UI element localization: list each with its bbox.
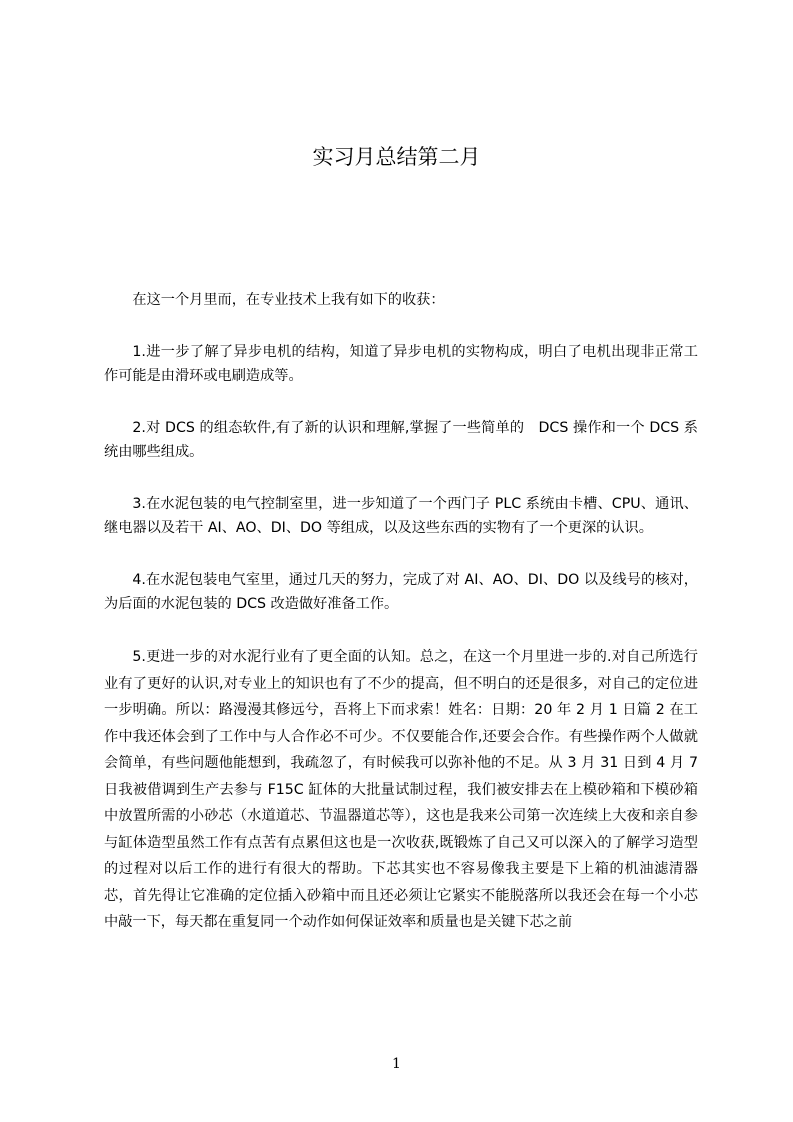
- paragraph-item-5: 5.更进一步的对水泥行业有了更全面的认知。总之，在这一个月里进一步的.对自己所选行业有了更好的认识,对专业上的知识也有了不少的提高，但不明白的还是很多，对自己的定位进一步明确。所以：路漫漫其修远兮，吾将上下而求索！姓名：日期：20 年 2 月 1 日篇 2 在工作中我还体会到了工作中与人合作必不可少。不仅要能合作,还要会合作。有些操作两个人做就会简单，有些问题他能想到，我疏忽了，有时候我可以弥补他的不足。从 3 月 31 日到 4 月 7 日我被借调到生产去参与 F15C 缸体的大批量试制过程，我们被安排去在上模砂箱和下模砂箱中放置所需的小砂芯（水道道芯、节温器道芯等），这也是我来公司第一次连续上大夜和亲自参与缸体造型虽然工作有点苦有点累但这也是一次收获,既锻炼了自己又可以深入的了解学习造型的过程对以后工作的进行有很大的帮助。下芯其实也不容易像我主要是下上箱的机油滤清器芯，首先得让它准确的定位插入砂箱中而且还必须让它紧实不能脱落所以我还会在每一个小芯中敲一下，每天都在重复同一个动作如何保证效率和质量也是关键下芯之前: [104, 649, 698, 930]
- document-body: [104, 288, 698, 936]
- paragraph-item-1: 1.进一步了解了异步电机的结构，知道了异步电机的实物构成，明白了电机出现非正常工作可能是由滑环或电刷造成等。: [104, 344, 698, 384]
- paragraph-item-3: 3.在水泥包装的电气控制室里，进一步知道了一个西门子 PLC 系统由卡槽、CPU、通讯、继电器以及若干 AI、AO、DI、DO 等组成，以及这些东西的实物有了一个更深的认识。: [104, 496, 698, 536]
- paragraph-item-2: 2.对 DCS 的组态软件,有了新的认识和理解,掌握了一些简单的 DCS 操作和一个 DCS 系统由哪些组成。: [104, 420, 698, 460]
- paragraph-intro: 在这一个月里而，在专业技术上我有如下的收获：: [132, 292, 445, 308]
- paragraph-item-4: 4.在水泥包装电气室里，通过几天的努力，完成了对 AI、AO、DI、DO 以及线号的核对，为后面的水泥包装的 DCS 改造做好准备工作。: [104, 572, 698, 612]
- document-title: 实习月总结第二月: [312, 145, 481, 169]
- page-number: 1: [392, 1056, 401, 1072]
